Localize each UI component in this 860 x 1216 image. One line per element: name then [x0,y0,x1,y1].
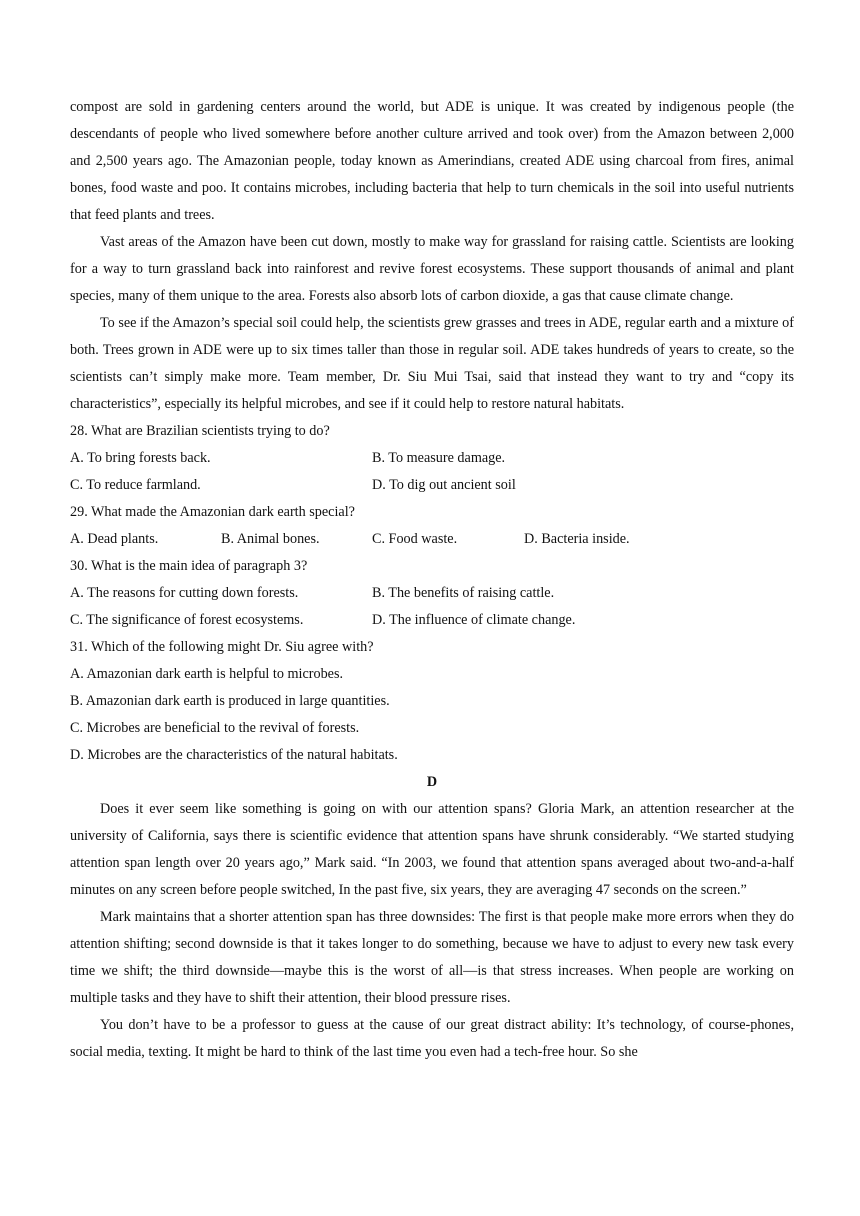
paragraph-ade-origin: compost are sold in gardening centers around the world, but ADE is unique. It was created by indigenous people (the descendants of people who lived somewhere before another culture arrived and took over) from the Amazon between 2,000 and 2,500 years ago. The Amazonian people, today known as Amerindians, created ADE using charcoal from fires, animal bones, food waste and poo. It contains microbes, including bacteria that help to turn chemicals in the soil into useful nutrients that feed plants and trees. [70,99,794,223]
option-row [70,472,794,499]
option-c: C. The significance of forest ecosystems. [70,612,304,628]
question-31 [70,634,794,769]
option-c: C. Food waste. [372,531,458,547]
section-title: D [426,774,438,790]
option-c: C. To reduce farmland. [70,477,201,493]
option-d: D. Bacteria inside. [524,531,630,547]
option-a: A. Dead plants. [70,531,159,547]
option-b: B. Animal bones. [221,531,320,547]
option-a: A. Amazonian dark earth is helpful to microbes. [70,666,344,682]
paragraph-technology: You don’t have to be a professor to guess at the cause of our great distract ability: It’s technology, of course-phones, social media, texting. It might be hard to think of the last time you even had a tech-free hour. So she [70,1017,794,1060]
document-page [70,94,794,1066]
question-stem: 30. What is the main idea of paragraph 3? [70,558,308,574]
option-row [70,445,794,472]
option-d: D. Microbes are the characteristics of the natural habitats. [70,747,398,763]
option-row [70,580,794,607]
paragraph-deforestation: Vast areas of the Amazon have been cut down, mostly to make way for grassland for raising cattle. Scientists are looking for a way to turn grassland back into rainforest and revive forest ecosystems. These support thousands of animal and plant species, many of them unique to the area. Forests also absorb lots of carbon dioxide, a gas that cause climate change. [70,234,794,304]
question-29 [70,499,794,553]
option-row [70,607,794,634]
question-stem: 28. What are Brazilian scientists trying to do? [70,423,330,439]
question-stem: 31. Which of the following might Dr. Siu agree with? [70,639,374,655]
option-a: A. To bring forests back. [70,450,211,466]
option-d: D. The influence of climate change. [372,612,576,628]
question-stem: 29. What made the Amazonian dark earth special? [70,504,355,520]
paragraph-downsides: Mark maintains that a shorter attention span has three downsides: The first is that people make more errors when they do attention shifting; second downside is that it takes longer to do something, because we have to adjust to every new task every time we shift; the third downside—maybe this is the worst of all—is that stress increases. When people are working on multiple tasks and they have to shift their attention, their blood pressure rises. [70,909,794,1006]
question-28 [70,418,794,499]
option-b: B. To measure damage. [372,450,506,466]
paragraph-soil-experiment: To see if the Amazon’s special soil could help, the scientists grew grasses and trees in ADE, regular earth and a mixture of both. Trees grown in ADE were up to six times taller than those in regular soil. ADE takes hundreds of years to create, so the scientists can’t simply make more. Team member, Dr. Siu Mui Tsai, said that instead they want to try and “copy its characteristics”, especially its helpful microbes, and see if it could help to restore natural habitats. [70,315,794,412]
option-c: C. Microbes are beneficial to the revival of forests. [70,720,360,736]
option-d: D. To dig out ancient soil [372,477,516,493]
option-b: B. Amazonian dark earth is produced in large quantities. [70,693,390,709]
question-30 [70,553,794,634]
option-b: B. The benefits of raising cattle. [372,585,555,601]
option-a: A. The reasons for cutting down forests. [70,585,299,601]
paragraph-attention-spans: Does it ever seem like something is going on with our attention spans? Gloria Mark, an attention researcher at the university of California, says there is scientific evidence that attention spans have shrunk considerably. “We started studying attention span length over 20 years ago,” Mark said. “In 2003, we found that attention spans averaged about two-and-a-half minutes on any screen before people switched, In the past five, six years, they are averaging 47 seconds on the screen.” [70,801,794,898]
option-row [70,526,794,553]
